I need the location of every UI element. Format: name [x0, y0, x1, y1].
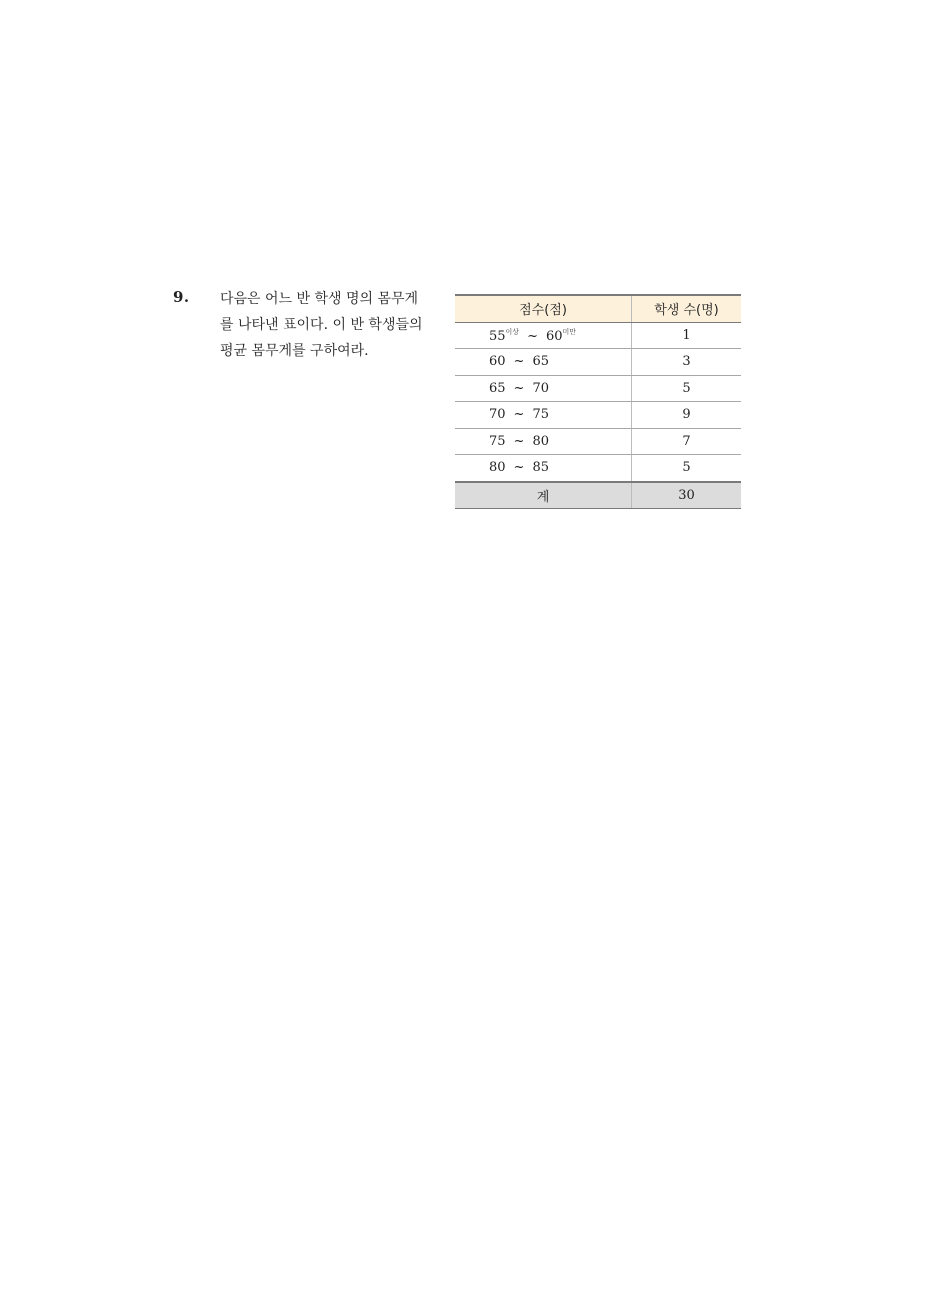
student-count-cell: 9 [632, 402, 742, 429]
range-to: 65 [532, 354, 549, 370]
score-range-cell [455, 455, 632, 482]
total-label: 계 [455, 482, 632, 509]
range-to: 85 [532, 460, 549, 476]
range-to-qualifier: 미만 [562, 327, 577, 336]
range-from: 60 [489, 354, 506, 370]
range-tilde: ~ [513, 433, 525, 449]
score-range-cell [455, 375, 632, 402]
range-from-qualifier: 이상 [505, 327, 520, 336]
range-to: 70 [532, 380, 549, 396]
problem-text-line: 다음은 어느 반 학생 명의 몸무게 [220, 291, 419, 307]
total-value: 30 [632, 482, 742, 509]
table-total-row [455, 482, 741, 509]
range-tilde: ~ [513, 354, 525, 370]
table-row [455, 455, 741, 482]
range-from: 65 [489, 380, 506, 396]
table-row [455, 428, 741, 455]
table-row [455, 375, 741, 402]
range-from: 80 [489, 460, 506, 476]
range-from: 70 [489, 407, 506, 423]
table-row [455, 322, 741, 349]
column-header-score: 점수(점) [455, 295, 632, 322]
range-tilde: ~ [513, 407, 525, 423]
problem-text-line: 를 나타낸 표이다. 이 반 학생들의 [220, 317, 423, 333]
range-tilde: ~ [527, 328, 538, 344]
student-count-cell: 5 [632, 455, 742, 482]
table-header-row [455, 295, 741, 322]
table-row [455, 349, 741, 376]
range-tilde: ~ [513, 380, 525, 396]
range-to: 60 [545, 328, 563, 344]
score-range-cell [455, 322, 632, 349]
column-header-students: 학생 수(명) [632, 295, 742, 322]
problem-text [220, 286, 442, 364]
student-count-cell: 1 [632, 322, 742, 349]
student-count-cell: 7 [632, 428, 742, 455]
frequency-table [455, 294, 741, 509]
student-count-cell: 3 [632, 349, 742, 376]
range-to: 75 [532, 407, 549, 423]
student-count-cell: 5 [632, 375, 742, 402]
table-row [455, 402, 741, 429]
score-range-cell [455, 349, 632, 376]
range-from: 75 [489, 433, 506, 449]
score-range-cell [455, 428, 632, 455]
problem-number: 9. [173, 288, 190, 306]
range-from: 55 [489, 328, 506, 344]
range-to: 80 [532, 433, 549, 449]
problem-text-line: 평균 몸무게를 구하여라. [220, 343, 369, 359]
score-range-cell [455, 402, 632, 429]
range-tilde: ~ [513, 460, 525, 476]
